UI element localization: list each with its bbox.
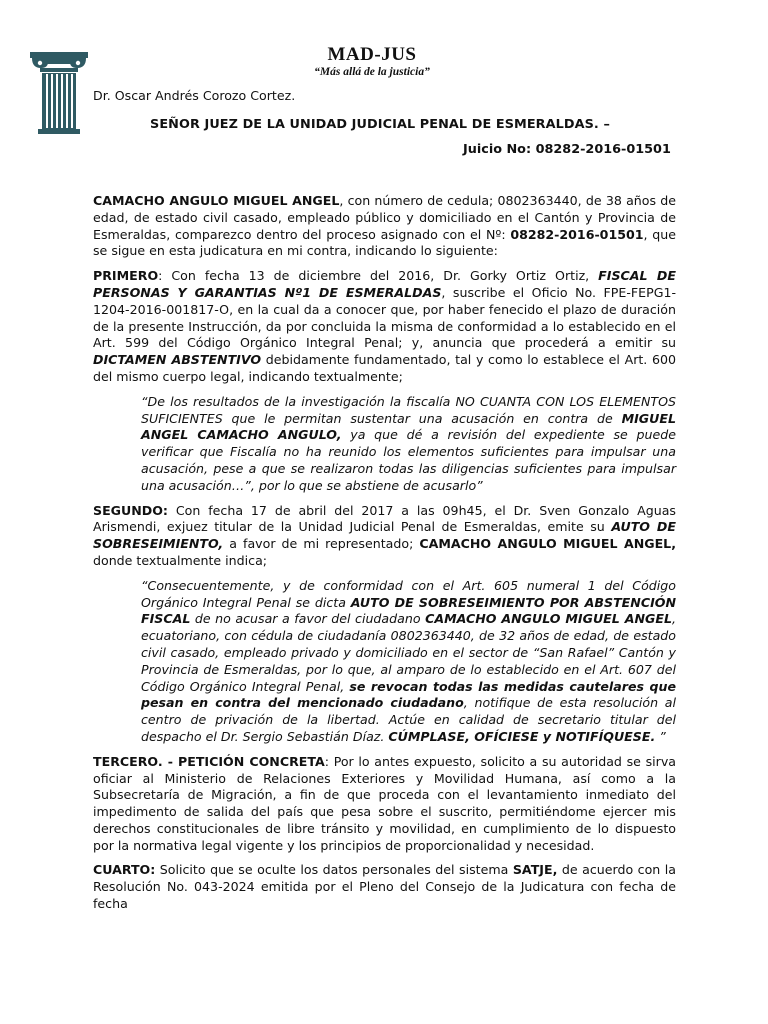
letterhead	[0, 44, 768, 78]
lawyer-name: Dr. Oscar Andrés Corozo Cortez.	[93, 88, 296, 103]
quote2-revocan: se revocan todas las medidas cautelares que pesan en contra del mencionado ciudadano	[141, 678, 676, 711]
segundo-name: CAMACHO ANGULO MIGUEL ANGEL,	[419, 536, 676, 552]
primero-text-1: : Con fecha 13 de diciembre del 2016, Dr. Gorky Ortiz Ortiz,	[158, 268, 599, 284]
brand-name: MAD-JUS	[327, 44, 417, 65]
primero-text-2: , suscribe el Oficio No. FPE-FEPG1-1204-2016-001817-O, en la cual da a conocer que, por haber fenecido el plazo de duración de la presente Instrucción, da por concluida la misma de conformidad a lo establecido en el Art. 599 del Código Orgánico Integral Penal; y, anuncia que procederá a emitir su	[93, 284, 677, 351]
intro-text-1: , con número de cedula; 0802363440, de 38 años de edad, de estado civil casado, empleado público y domiciliado en el Cantón y Provincia de Esmeraldas, comparezco dentro del proceso asignado con el Nº:	[93, 193, 676, 242]
cuarto-label: CUARTO:	[93, 862, 156, 878]
quote1-name: MIGUEL ANGEL CAMACHO ANGULO,	[141, 410, 676, 443]
tercero-label: TERCERO. - PETICIÓN CONCRETA	[93, 753, 325, 769]
intro-case: 08282-2016-01501	[510, 226, 644, 242]
intro-name: CAMACHO ANGULO MIGUEL ANGEL	[93, 193, 340, 208]
quote2-cumplase: CÚMPLASE, OFÍCIESE y NOTIFÍQUESE.	[388, 728, 656, 744]
primero-paragraph	[93, 268, 676, 386]
cuarto-satje: SATJE,	[512, 862, 558, 878]
quote2-text-2: de no acusar a favor del ciudadano	[190, 611, 426, 627]
quote1-text-1: “De los resultados de la investigación la fiscalía NO CUANTA CON LOS ELEMENTOS SUFICIENTES que le permitan sustentar una acusación en contra de	[141, 393, 676, 426]
tercero-text-1: : Por lo antes expuesto, solicito a su autoridad se sirva oficiar al Ministerio de Relaciones Exteriores y Movilidad Humana, así como a la Subsecretaría de Migración, a fin de que proceda con el levantamiento inmediato del impedimento de salida del país que pesa sobre el suscrito, permitiéndome ejercer mis derechos constitucionales de libre tránsito y movilidad, en cumplimiento de lo dispuesto por la normativa legal vigente y los principios de proporcionalidad y necesidad.	[93, 753, 677, 853]
intro-paragraph	[93, 193, 676, 260]
segundo-label: SEGUNDO:	[93, 502, 168, 518]
quote2-auto: AUTO DE SOBRESEIMIENTO POR ABSTENCIÓN FISCAL	[141, 594, 676, 627]
primero-dictamen: DICTAMEN ABSTENTIVO	[93, 352, 262, 368]
quote-1	[141, 394, 676, 495]
quote2-text-3: , ecuatoriano, con cédula de ciudadanía 0802363440, de 32 años de edad, de estado civil casado, empleado privado y domiciliado en el sector de “San Rafael” Cantón y Provincia de Esmeraldas, por lo que, al amparo de lo establecido en el Art. 607 del Código Orgánico Integral Penal,	[141, 611, 676, 694]
quote2-text-4: , notifique de esta resolución al centro de privación de la libertad. Actúe en calidad de secretario titular del despacho el Dr. Sergio Sebastián Díaz.	[141, 695, 676, 744]
quote2-text-1: “Consecuentemente, y de conformidad con el Art. 605 numeral 1 del Código Orgánico Integral Penal se dicta	[141, 577, 676, 610]
cuarto-paragraph	[93, 862, 676, 912]
primero-text-3: debidamente fundamentado, tal y como lo establece el Art. 600 del mismo cuerpo legal, indicando textualmente;	[93, 352, 676, 384]
cuarto-text-1: Solicito que se oculte los datos personales del sistema	[155, 862, 513, 878]
case-label: Juicio No:	[463, 142, 532, 157]
primero-fiscal: FISCAL DE PERSONAS Y GARANTIAS Nº1 DE ESMERALDAS	[93, 268, 676, 300]
case-number-line	[463, 142, 671, 158]
intro-text-2: , que se sigue en esta judicatura en mi contra, indicando lo siguiente:	[93, 226, 677, 259]
addressee: SEÑOR JUEZ DE LA UNIDAD JUDICIAL PENAL DE ESMERALDAS. –	[150, 117, 610, 132]
primero-label: PRIMERO	[93, 268, 159, 284]
quote2-name: CAMACHO ANGULO MIGUEL ANGEL	[425, 611, 672, 627]
brand-tagline: “Más allá de la justicia”	[314, 66, 430, 78]
segundo-text-2: a favor de mi representado;	[223, 536, 420, 552]
segundo-paragraph	[93, 503, 676, 570]
segundo-text-3: donde textualmente indica;	[93, 552, 268, 568]
quote2-text-5: ”	[655, 728, 666, 744]
document-body	[93, 193, 676, 921]
segundo-auto: AUTO DE SOBRESEIMIENTO,	[93, 519, 676, 552]
case-number: 08282-2016-01501	[535, 142, 671, 157]
tercero-paragraph	[93, 754, 676, 855]
quote1-text-2: ya que dé a revisión del expediente se puede verificar que Fiscalía no ha reunido los elementos suficientes para impulsar una acusación, pese a que se realizaron todas las diligencias suficientes para impulsar una acusación…”, por lo que se abstiene de acusarlo”	[141, 427, 676, 493]
segundo-text-1: Con fecha 17 de abril del 2017 a las 09h45, el Dr. Sven Gonzalo Aguas Arismendi, exjuez titular de la Unidad Judicial Penal de Esmeraldas, emite su	[93, 502, 676, 535]
cuarto-text-2: de acuerdo con la Resolución No. 043-2024 emitida por el Pleno del Consejo de la Judicatura con fecha de fecha	[93, 862, 676, 912]
quote-2	[141, 578, 676, 746]
